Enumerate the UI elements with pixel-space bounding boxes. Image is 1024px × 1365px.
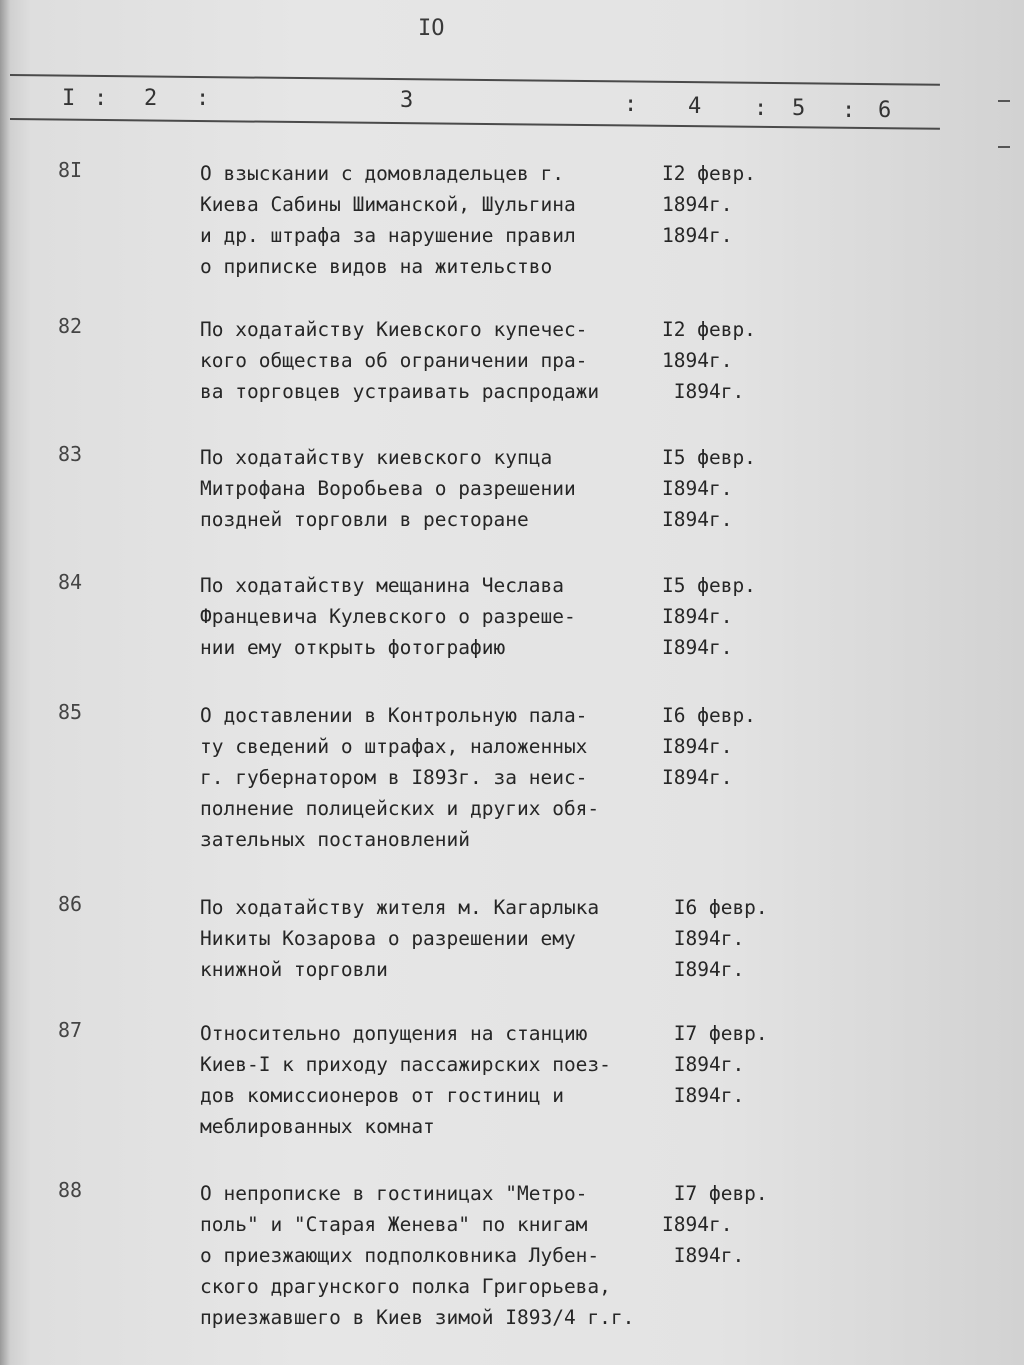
entry-dates: I2 февр. 1894г. 1894г. xyxy=(662,162,756,247)
entry-title: О взыскании с домовладельцев г. Киева Сабины Шиманской, Шульгина и др. штрафа за нарушение правил о приписке видов на жительство xyxy=(200,162,576,278)
entry-dates: I6 февр. I894г. I894г. xyxy=(662,704,756,789)
page-number: IO xyxy=(418,16,445,41)
column-separator: : xyxy=(754,96,768,121)
edge-mark-2 xyxy=(998,146,1010,148)
entry-title: По ходатайству Киевского купечес- кого общества об ограничении пра- ва торговцев устраивать распродажи xyxy=(200,318,600,403)
column-separator: : xyxy=(842,98,856,123)
entry-dates: I7 февр. I894г. I894г. xyxy=(673,1022,768,1107)
column-separator: : xyxy=(196,86,210,111)
entry-title: По ходатайству киевского купца Митрофана Воробьева о разрешении поздней торговли в ресторане xyxy=(200,446,576,531)
entry-dates: I5 февр. I894г. I894г. xyxy=(662,446,756,531)
column-separator: : xyxy=(94,86,108,111)
entry-number: 83 xyxy=(58,442,83,466)
column-header-3: 3 xyxy=(400,88,414,113)
entry-title: Относительно допущения на станцию Киев-I к приходу пассажирских поез- дов комиссионеров от гостиниц и меблированных комнат xyxy=(200,1022,611,1138)
edge-mark-1 xyxy=(998,100,1010,102)
entry-number: 86 xyxy=(58,892,83,916)
entry-dates: I5 февр. I894г. I894г. xyxy=(662,574,756,659)
entry-dates: I6 февр. I894г. I894г. xyxy=(673,896,768,981)
entry-number: 87 xyxy=(58,1018,83,1042)
column-header-5: 5 xyxy=(792,96,806,121)
entry-number: 85 xyxy=(58,700,83,724)
entry-title: По ходатайству жителя м. Кагарлыка Никиты Козарова о разрешении ему книжной торговли xyxy=(200,896,600,981)
entry-dates: I2 февр. 1894г. I894г. xyxy=(662,318,756,403)
entry-dates: I7 февр. I894г. I894г. xyxy=(662,1182,768,1267)
entry-number: 82 xyxy=(58,314,83,338)
entry-number: 84 xyxy=(58,570,83,594)
entry-title: О непрописке в гостиницах "Метро- поль" и "Старая Женева" по книгам о приезжающих подполковника Лубен- ского драгунского полка Григорьева, приезжавшего в Киев зимой I893/4 г.г. xyxy=(200,1182,635,1329)
column-header-4: 4 xyxy=(688,94,702,119)
entry-title: О доставлении в Контрольную пала- ту сведений о штрафах, наложенных г. губернатором в I893г. за неис- полнение полицейских и других обя- зательных постановлений xyxy=(200,704,600,851)
column-separator: : xyxy=(624,92,638,117)
header-top-rule xyxy=(10,74,940,86)
page-binding-edge xyxy=(0,0,10,1365)
entry-number: 8I xyxy=(58,158,83,182)
column-header-6: 6 xyxy=(878,98,892,123)
entry-number: 88 xyxy=(58,1178,83,1202)
entry-title: По ходатайству мещанина Чеслава Францевича Кулевского о разреше- нии ему открыть фотографию xyxy=(200,574,576,659)
column-header-2: 2 xyxy=(144,86,158,111)
column-header-1: I xyxy=(62,86,76,111)
